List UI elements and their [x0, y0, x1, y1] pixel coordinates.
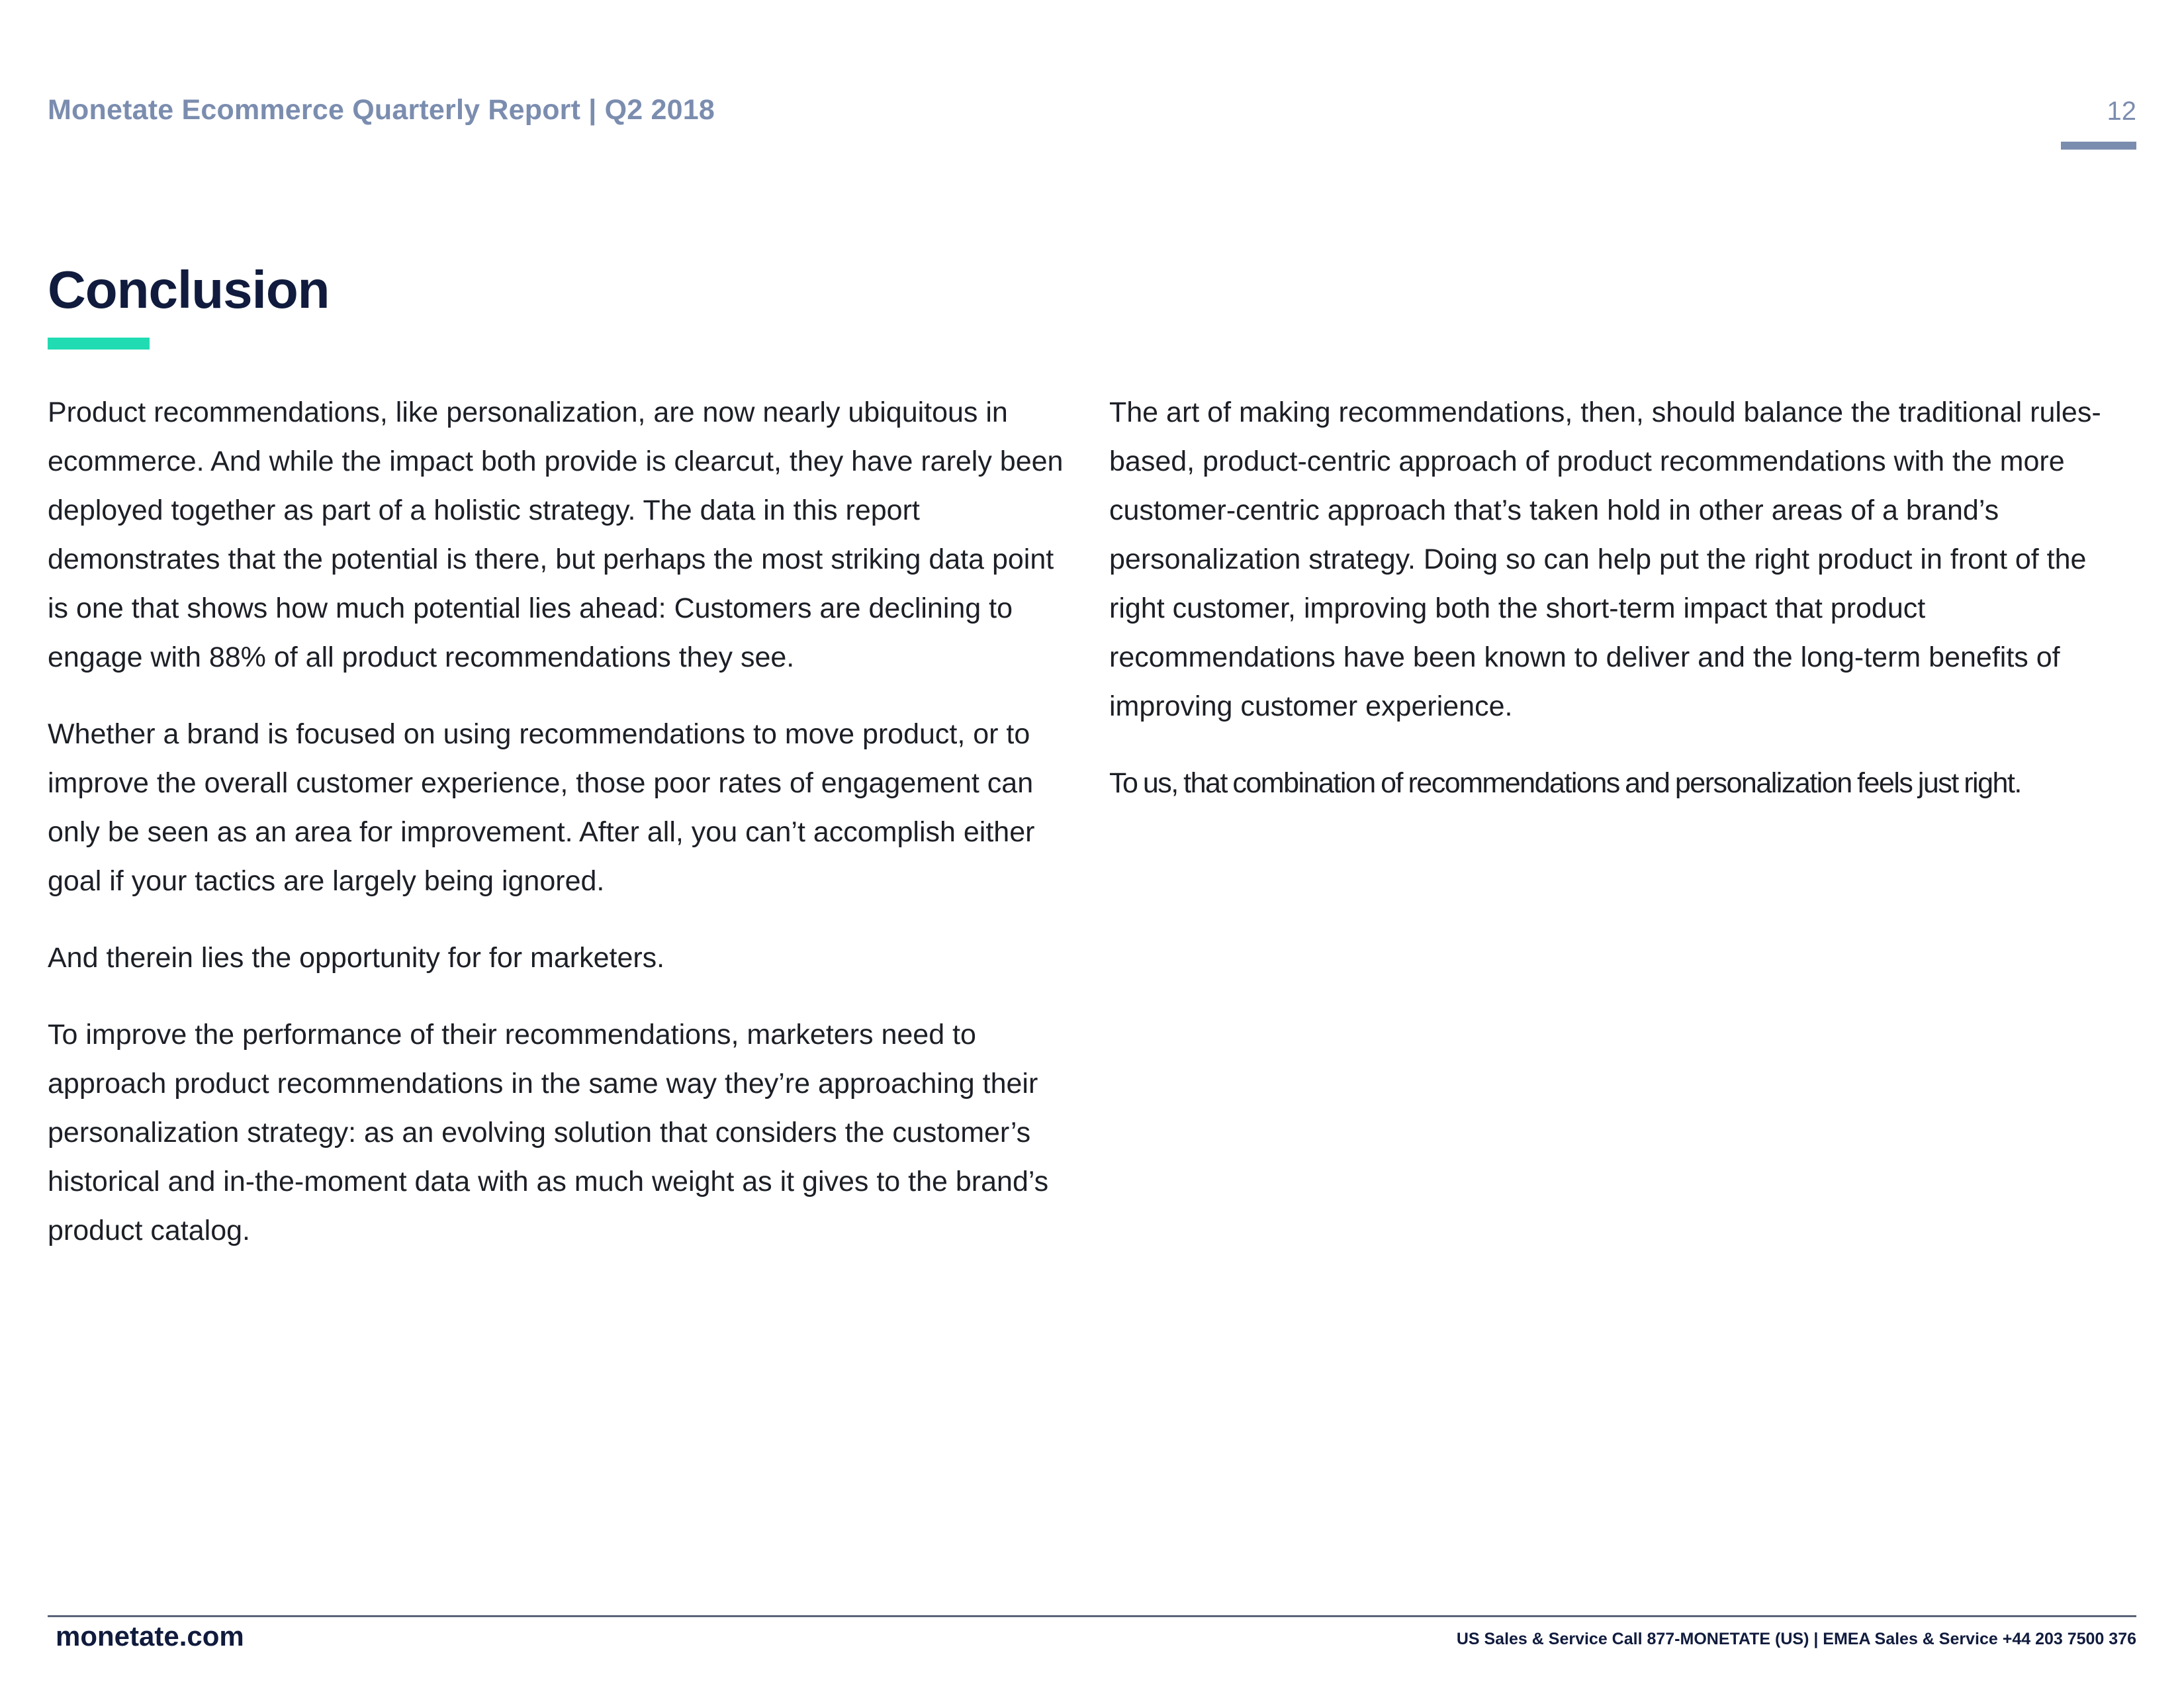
title-accent-underline — [48, 338, 150, 350]
footer-divider — [48, 1615, 2136, 1617]
paragraph: And therein lies the opportunity for for marketers. — [48, 942, 665, 974]
paragraph: Whether a brand is focused on using recommendations to move product, or to improve the overall customer experience, those poor rates of engagement can only be seen as an area for improvement. After all, you can’t accomplish either goal if your tactics are largely being ignored. — [48, 718, 1035, 897]
footer-contact-info: US Sales & Service Call 877-MONETATE (US) | EMEA Sales & Service +44 203 7500 376 — [1456, 1630, 2136, 1648]
paragraph: Product recommendations, like personalization, are now nearly ubiquitous in ecommerce. And while the impact both provide is clearcut, they have rarely been deployed together as part of a holistic strategy. The data in this report demonstrates that the potential is there, but perhaps the most striking data point is one that shows how much potential lies ahead: Customers are declining to engage with 88% of all product recommendations they see. — [48, 397, 1064, 673]
page-title: Conclusion — [48, 260, 330, 319]
report-header-title: Monetate Ecommerce Quarterly Report | Q2 2018 — [48, 94, 715, 126]
page-number-accent-bar — [2061, 142, 2136, 150]
closing-paragraph: To us, that combination of recommendations and personalization feels just right. — [1109, 767, 2021, 799]
paragraph: The art of making recommendations, then, should balance the traditional rules-based, product-centric approach of product recommendations with the more customer-centric approach that’s taken hold in other areas of a brand’s personalization strategy. Doing so can help put the right product in front of the right customer, improving both the short-term impact that product recommendations have been known to deliver and the long-term benefits of improving customer experience. — [1109, 397, 2101, 722]
body-column-right — [1109, 388, 2142, 835]
paragraph: To improve the performance of their recommendations, marketers need to approach product recommendations in the same way they’re approaching their personalization strategy: as an evolving solution that considers the customer’s historical and in-the-moment data with as much weight as it gives to the brand’s product catalog. — [48, 1019, 1049, 1246]
page-number: 12 — [2107, 97, 2136, 126]
footer-brand-link[interactable]: monetate.com — [56, 1620, 244, 1652]
body-column-left — [48, 388, 1080, 1283]
